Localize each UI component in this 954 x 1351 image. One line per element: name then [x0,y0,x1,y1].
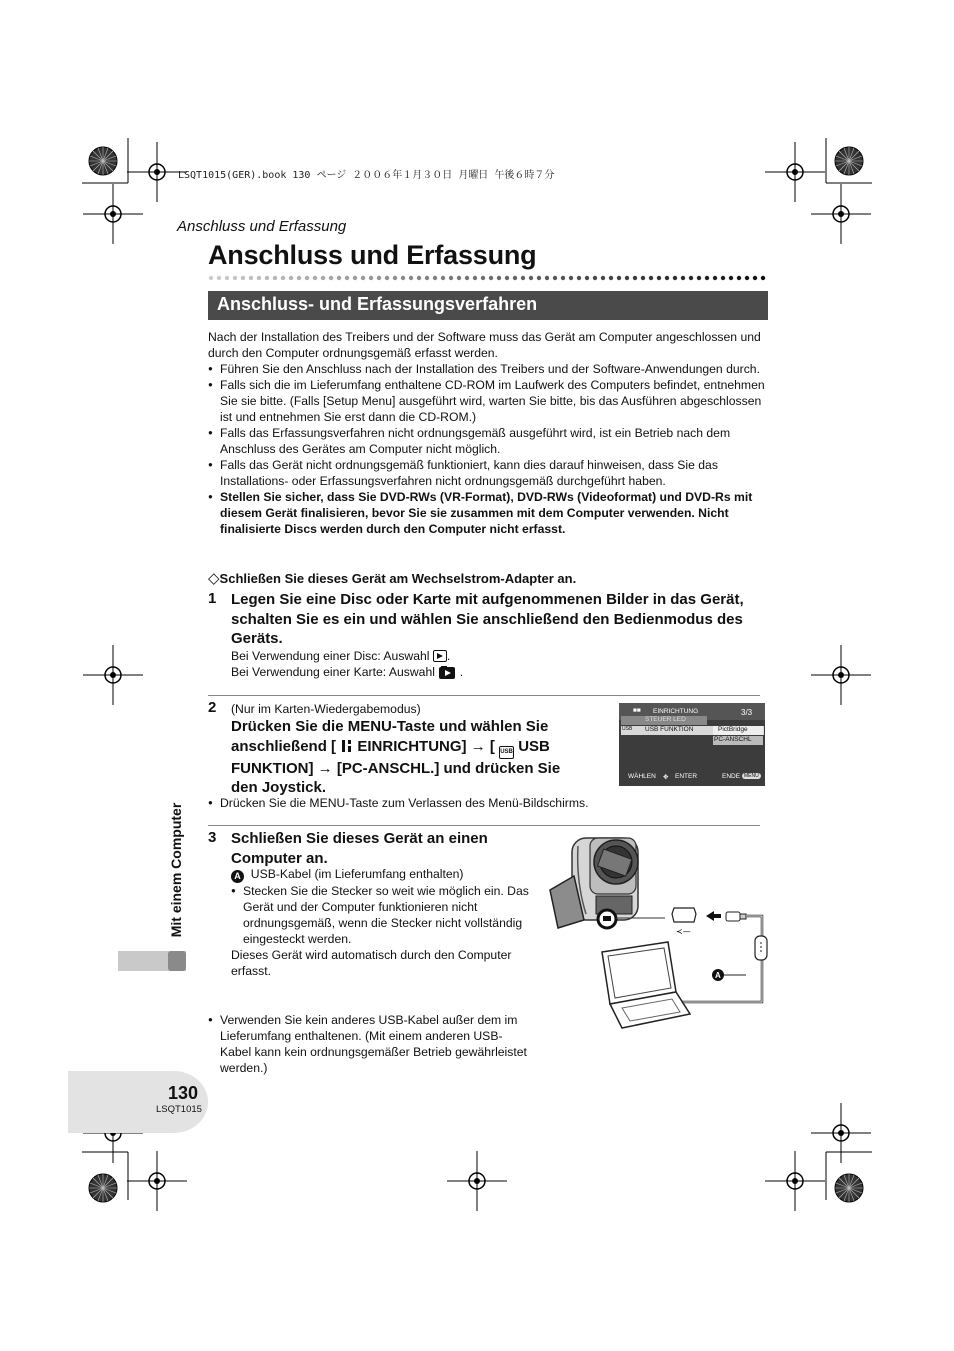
connection-illustration [540,832,770,1032]
page-code: LSQT1015 [156,1104,202,1115]
step-divider [208,695,760,696]
svg-text:≺—: ≺— [676,927,691,936]
step3-details: A USB-Kabel (im Lieferumfang enthalten) ● Stecken Sie die Stecker so weit wie möglich ein. Das Gerät und der Computer funktionieren nicht ordnungsgemäß, wenn die Stecker nicht vollständig eingesteckt werden. Dieses Gerät wird automatisch durch den Computer erfasst. [231,866,531,979]
diamond-icon: ◇ [208,570,220,587]
section-title-bar [208,291,768,320]
step3-final-bullet: ● Verwenden Sie kein anderes USB-Kabel außer dem im Lieferumfang enthaltenen. (Mit einem anderen USB-Kabel kann kein ordnungsgemäßer Betrieb gewährleistet werden.) [208,1012,530,1076]
step-divider [208,825,760,826]
menu-footer-enter: ENTER [675,773,698,780]
step-number: 1 [208,590,217,607]
disc-playback-icon [433,650,447,662]
print-header-info: LSQT1015(GER).book 130 ページ ２００６年１月３０日 月曜日 午後６時７分 [178,170,555,181]
step-heading: Drücken Sie die MENU-Taste und wählen Sie anschließend [ EINRICHTUNG] → [ USB USB FUNKTION] → [PC-ANSCHL.] und drücken Sie den Joystick. [231,718,561,796]
intro-bullet: ● Falls das Gerät nicht ordnungsgemäß funktioniert, kann dies darauf hinweisen, dass Sie das Installations- oder Erfassungsverfahren nicht ordnungsgemäß durchgeführt haben. [208,457,768,489]
running-head: Anschluss und Erfassung [177,218,347,235]
usb-icon: USB [622,726,633,732]
menu-row: STEUER LED [645,716,686,723]
page-title: Anschluss und Erfassung [208,240,537,270]
menu-title: EINRICHTUNG [653,708,699,715]
step3-detect: Dieses Gerät wird automatisch durch den Computer erfasst. [231,948,512,978]
intro-bullet: ● Führen Sie den Anschluss nach der Installation des Treibers und der Software-Anwendungen durch. [208,361,768,377]
usb-icon: USB [499,746,514,759]
step-heading: Legen Sie eine Disc oder Karte mit aufgenommenen Bilder in das Gerät, schalten Sie es ein und wählen Sie anschließend den Bedienmodus des Geräts. [231,591,744,647]
menu-footer-exit: ENDE [722,773,741,780]
side-tab: Mit einem Computer [168,802,184,938]
label-a-icon: A [231,870,244,883]
camcorder-icon [550,838,638,928]
step-heading: Schließen Sie dieses Gerät an einen Computer an. [231,830,488,867]
step2-note: (Nur im Karten-Wiedergabemodus) [231,702,421,716]
setup-wrench-icon [340,739,353,753]
intro-bullet: ● Falls sich die im Lieferumfang enthaltene CD-ROM im Laufwerk des Computers befindet, entnehmen Sie sie bitte. (Falls [Setup Menu] ausgeführt wird, warten Sie bitte, bis das Ausführen abgeschlossen ist und entnehmen Sie erst dann die CD-ROM.) [208,377,768,425]
menu-row-selected: USB FUNKTION [645,726,694,733]
prep-instruction: ◇Schließen Sie dieses Gerät am Wechselstrom-Adapter an. [208,570,577,587]
step1-disc-line: Bei Verwendung einer Disc: Auswahl . [231,649,451,663]
intro-bullet: ● Falls das Erfassungsverfahren nicht ordnungsgemäß ausgeführt wird, ist ein Betrieb nach dem Anschluss des Gerätes am Computer nicht möglich. [208,425,768,457]
intro-paragraph: Nach der Installation des Treibers und der Software muss das Gerät am Computer angeschlossen und durch den Computer ordnungsgemäß erfasst werden. [208,330,761,360]
intro-bold-bullet: ● Stellen Sie sicher, dass Sie DVD-RWs (VR-Format), DVD-RWs (Videoformat) und DVD-Rs mit diesem Gerät finalisieren, bevor Sie sie zusammen mit dem Computer verwenden. Nicht finalisierte Discs werden durch den Computer nicht erfasst. [208,489,768,537]
intro-block [208,329,768,537]
step-number: 2 [208,699,217,716]
menu-button-icon: MENU [744,773,759,779]
page-number: 130 [168,1083,199,1103]
step2-bullet: ● Drücken Sie die MENU-Taste zum Verlassen des Menü-Bildschirms. [208,795,954,811]
card-playback-icon [438,666,456,679]
side-tab-marker [118,951,186,971]
step-number: 3 [208,829,217,846]
usb-plug-icon [672,908,696,936]
svg-text:A: A [715,971,721,980]
menu-footer-select: WÄHLEN [628,773,656,780]
dotted-divider [208,275,768,281]
wrench-icon: ■■ [633,707,641,714]
laptop-icon [602,942,690,1028]
menu-page: 3/3 [741,708,753,717]
menu-option: PictBridge [718,726,748,733]
step3-bullet: ● Stecken Sie die Stecker so weit wie möglich ein. Das Gerät und der Computer funktionieren nicht ordnungsgemäß, wenn die Stecker nicht vollständig eingesteckt werden. [231,883,531,947]
step1-card-line: Bei Verwendung einer Karte: Auswahl . [231,665,464,679]
menu-screen-image [619,703,765,786]
menu-option-selected: PC-ANSCHL [714,736,752,743]
section-title: Anschluss- und Erfassungsverfahren [217,294,538,314]
arrow-left-icon [706,911,721,921]
joystick-icon: ✥ [663,774,669,781]
